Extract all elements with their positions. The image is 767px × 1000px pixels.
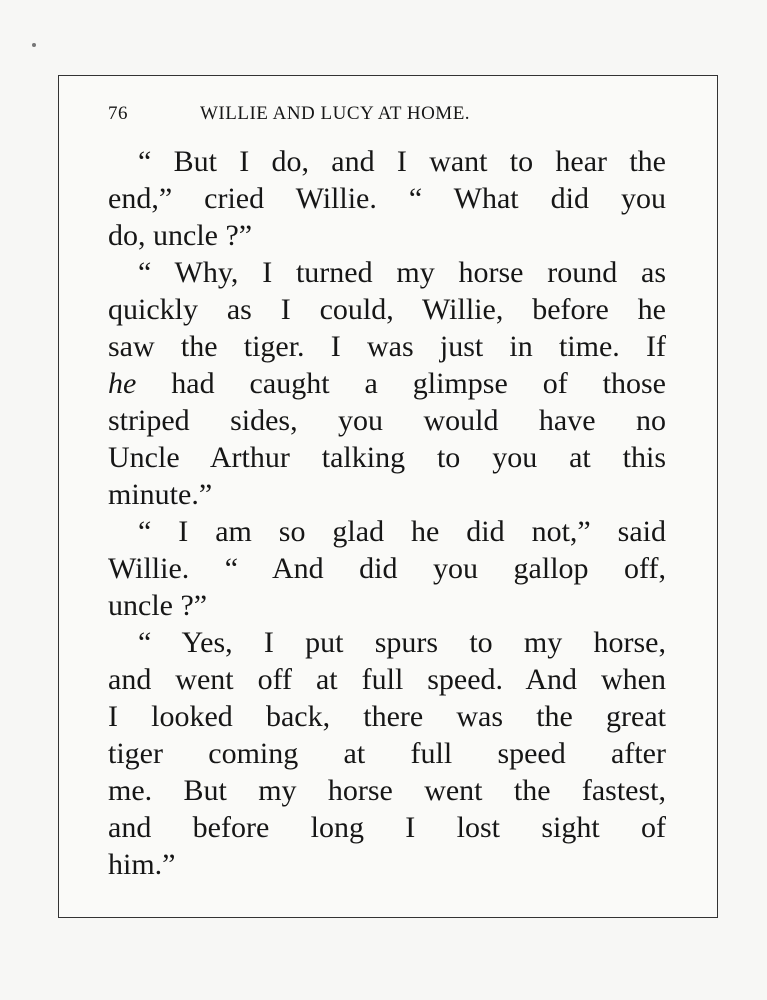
text-line: Uncle Arthur talking to you at this	[108, 441, 666, 474]
running-head: WILLIE AND LUCY AT HOME.	[200, 103, 471, 124]
text-line: Willie. “ And did you gallop off,	[108, 552, 666, 585]
text-line: saw the tiger. I was just in time. If	[108, 330, 666, 363]
text-line: I looked back, there was the great	[108, 700, 666, 733]
text-line: and before long I lost sight of	[108, 811, 666, 844]
text-line: me. But my horse went the fastest,	[108, 774, 666, 807]
text-line: “ But I do, and I want to hear the	[138, 145, 666, 178]
text-line: “ Why, I turned my horse round as	[138, 256, 666, 289]
text-line: uncle ?”	[108, 589, 208, 622]
text-line: “ I am so glad he did not,” said	[138, 515, 666, 548]
text-line: tiger coming at full speed after	[108, 737, 666, 770]
text-line: quickly as I could, Willie, before he	[108, 293, 666, 326]
text-line: end,” cried Willie. “ What did you	[108, 182, 666, 215]
paper-speck	[32, 43, 36, 47]
page-header	[108, 103, 608, 129]
text-line: “ Yes, I put spurs to my horse,	[138, 626, 666, 659]
text-segment: had caught a glimpse of those	[136, 367, 666, 400]
text-line: him.”	[108, 848, 176, 881]
text-line: striped sides, you would have no	[108, 404, 666, 437]
body-text	[108, 143, 666, 883]
italic-word: he	[108, 367, 137, 400]
page-number: 76	[108, 103, 128, 124]
text-line: and went off at full speed. And when	[108, 663, 666, 696]
text-line: do, uncle ?”	[108, 219, 253, 252]
text-line	[108, 365, 666, 402]
text-line: minute.”	[108, 478, 213, 511]
